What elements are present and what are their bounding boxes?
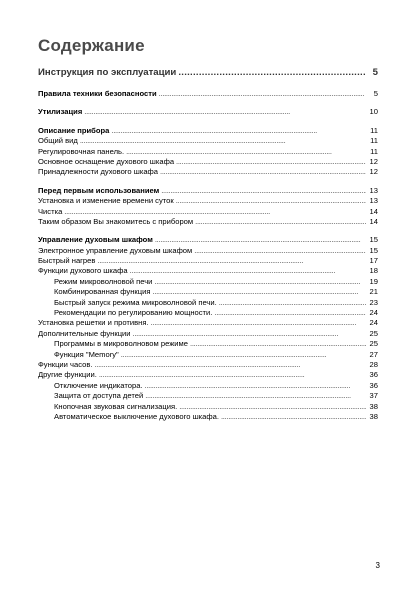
toc-leader-dots — [145, 381, 366, 391]
toc-leader-dots — [161, 186, 366, 196]
toc-leader-dots — [126, 147, 366, 157]
toc-entry-label: Режим микроволновой печи — [54, 276, 153, 286]
toc-entry-label: Инструкция по эксплуатации — [38, 67, 177, 78]
toc-leader-dots — [130, 266, 366, 276]
toc-entry[interactable] — [38, 339, 378, 349]
toc-entry[interactable] — [38, 126, 378, 136]
toc-entry-page: 15 — [369, 235, 378, 245]
toc-entry[interactable] — [38, 66, 378, 79]
toc-entry-label: Перед первым использованием — [38, 185, 160, 195]
section-gap — [38, 118, 378, 126]
toc-entry-page: 38 — [369, 411, 378, 421]
toc-leader-dots — [99, 370, 366, 380]
toc-leader-dots — [154, 277, 366, 287]
toc-entry-label: Функции духового шкафа — [38, 266, 128, 276]
toc-entry[interactable] — [38, 381, 378, 391]
toc-entry[interactable] — [38, 329, 378, 339]
toc-entry-page: 11 — [370, 146, 378, 156]
toc-entry-page: 25 — [369, 339, 378, 349]
toc-entry[interactable] — [38, 217, 378, 227]
toc-entry-label: Отключение индикатора. — [54, 380, 143, 390]
toc-entry[interactable] — [38, 107, 378, 117]
toc-entry-label: Электронное управление духовым шкафом — [38, 245, 193, 255]
toc-entry[interactable] — [38, 256, 378, 266]
toc-entry[interactable] — [38, 287, 378, 297]
toc-leader-dots — [179, 402, 366, 412]
toc-leader-dots — [84, 107, 366, 117]
toc-entry[interactable] — [38, 246, 378, 256]
toc-entry-label: Установка и изменение времени суток — [38, 196, 174, 206]
toc-entry[interactable] — [38, 89, 378, 99]
toc-entry-label: Регулировочная панель. — [38, 146, 125, 156]
toc-entry[interactable] — [38, 235, 378, 245]
toc-entry-page: 24 — [369, 308, 378, 318]
toc-entry-label: Комбинированная функция — [54, 287, 151, 297]
toc-entry[interactable] — [38, 147, 378, 157]
toc-entry-label: Принадлежности духового шкафа — [38, 167, 159, 177]
toc-leader-dots — [190, 339, 366, 349]
toc-entry-label: Кнопочная звуковая сигнализация. — [54, 401, 178, 411]
toc-leader-dots — [94, 360, 366, 370]
toc-entry-label: Автоматическое выключение духового шкафа. — [54, 411, 219, 421]
toc-entry-page: 11 — [370, 136, 378, 146]
toc-leader-dots — [145, 391, 366, 401]
toc-leader-dots — [121, 350, 366, 360]
toc-entry[interactable] — [38, 318, 378, 328]
toc-leader-dots — [159, 89, 366, 99]
toc-entry-page: 11 — [370, 125, 378, 135]
toc-entry-label: Управление духовым шкафом — [38, 235, 153, 245]
toc-entry-label: Установка решетки и противня. — [38, 318, 149, 328]
toc-leader-dots — [152, 287, 366, 297]
toc-entry-label: Быстрый запуск режима микроволновой печи. — [54, 297, 217, 307]
toc-entry-label: Функция "Memory" — [54, 349, 119, 359]
toc-entry-page: 23 — [369, 297, 378, 307]
page-title: Содержание — [38, 36, 145, 55]
toc-entry-page: 24 — [369, 318, 378, 328]
toc-entry-label: Функции часов. — [38, 359, 93, 369]
section-gap — [38, 79, 378, 89]
toc-entry-label: Защита от доступа детей — [54, 391, 144, 401]
toc-entry[interactable] — [38, 360, 378, 370]
toc-entry[interactable] — [38, 196, 378, 206]
toc-entry-label: Чистка — [38, 206, 63, 216]
toc-entry[interactable] — [38, 298, 378, 308]
toc-entry-page: 17 — [369, 256, 378, 266]
toc-entry[interactable] — [38, 277, 378, 287]
toc-entry-page: 21 — [369, 287, 378, 297]
toc-entry-page: 14 — [369, 216, 378, 226]
section-gap — [38, 227, 378, 235]
toc-entry-label: Дополнительные функции — [38, 328, 131, 338]
toc-entry-page: 12 — [369, 167, 378, 177]
toc-entry-label: Быстрый нагрев — [38, 256, 96, 266]
toc-leader-dots — [219, 298, 366, 308]
toc-entry-label: Программы в микроволновом режиме — [54, 339, 188, 349]
toc-leader-dots — [151, 318, 366, 328]
section-gap — [38, 178, 378, 186]
toc-entry-page: 5 — [372, 67, 378, 78]
toc-entry[interactable] — [38, 350, 378, 360]
toc-leader-dots — [221, 412, 366, 422]
toc-entry[interactable] — [38, 157, 378, 167]
table-of-contents — [38, 66, 378, 422]
toc-leader-dots — [80, 136, 366, 146]
toc-leader-dots — [214, 308, 366, 318]
toc-entry-page: 25 — [369, 328, 378, 338]
toc-entry-page: 13 — [369, 196, 378, 206]
toc-entry-label: Рекомендации по регулированию мощности. — [54, 308, 213, 318]
toc-entry-label: Правила техники безопасности — [38, 89, 157, 98]
toc-leader-dots — [133, 329, 366, 339]
toc-entry[interactable] — [38, 266, 378, 276]
toc-entry-label: Описание прибора — [38, 125, 110, 135]
toc-entry-page: 15 — [369, 245, 378, 255]
toc-leader-dots — [176, 196, 366, 206]
toc-entry-page: 38 — [369, 401, 378, 411]
toc-entry[interactable] — [38, 136, 378, 146]
toc-leader-dots — [195, 217, 366, 227]
toc-leader-dots — [194, 246, 366, 256]
toc-entry-page: 14 — [369, 206, 378, 216]
page-number: 3 — [375, 561, 380, 570]
toc-entry[interactable] — [38, 402, 378, 412]
toc-entry-page: 27 — [369, 349, 378, 359]
toc-entry-page: 19 — [369, 276, 378, 286]
toc-entry-label: Основное оснащение духового шкафа — [38, 156, 175, 166]
toc-entry[interactable] — [38, 167, 378, 177]
toc-entry-label: Общий вид — [38, 136, 78, 146]
toc-leader-dots — [178, 66, 366, 79]
toc-entry[interactable] — [38, 207, 378, 217]
section-gap — [38, 99, 378, 107]
toc-entry[interactable] — [38, 308, 378, 318]
toc-leader-dots — [176, 157, 366, 167]
toc-entry-page: 12 — [369, 156, 378, 166]
toc-entry[interactable] — [38, 186, 378, 196]
toc-entry-page: 36 — [369, 370, 378, 380]
toc-entry-label: Таким образом Вы знакомитесь с прибором — [38, 216, 194, 226]
toc-leader-dots — [160, 167, 366, 177]
toc-entry-page: 28 — [369, 359, 378, 369]
toc-leader-dots — [97, 256, 366, 266]
toc-entry-page: 13 — [369, 185, 378, 195]
toc-entry[interactable] — [38, 412, 378, 422]
toc-entry-page: 10 — [369, 107, 378, 117]
toc-leader-dots — [111, 126, 366, 136]
toc-entry-label: Утилизация — [38, 107, 83, 117]
toc-leader-dots — [64, 207, 366, 217]
toc-entry-page: 5 — [373, 89, 378, 98]
toc-leader-dots — [155, 235, 366, 245]
toc-entry-page: 36 — [369, 380, 378, 390]
toc-entry[interactable] — [38, 370, 378, 380]
toc-entry-page: 37 — [369, 391, 378, 401]
toc-entry[interactable] — [38, 391, 378, 401]
toc-entry-page: 18 — [369, 266, 378, 276]
toc-entry-label: Другие функции. — [38, 370, 97, 380]
